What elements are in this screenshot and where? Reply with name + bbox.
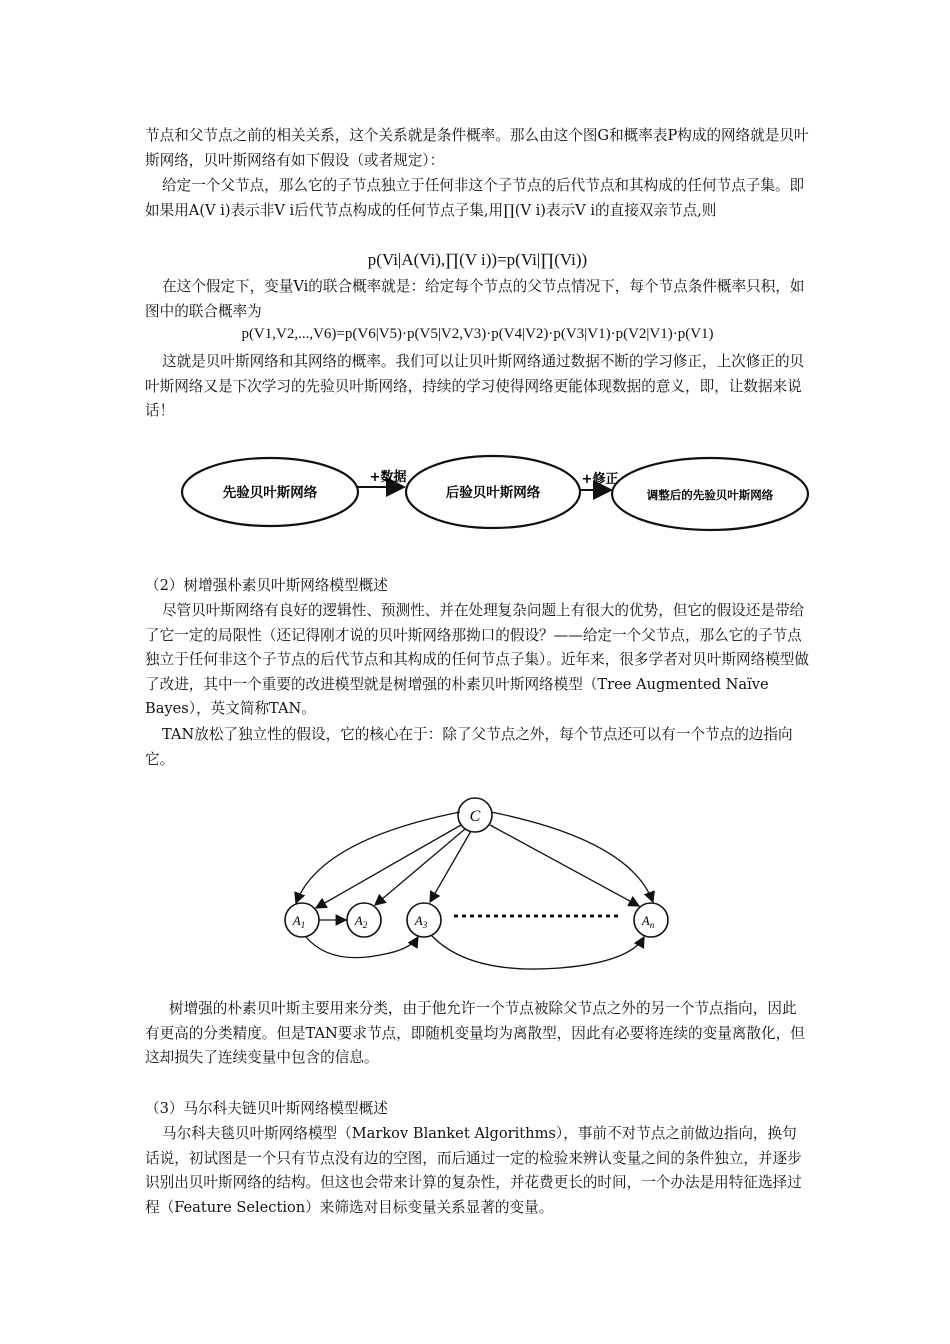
svg-text:An xyxy=(641,913,655,930)
edge-label-add-data: +数据 xyxy=(369,470,407,485)
section-2-paragraph-2: TAN放松了独立性的假设，它的核心在于：除了父节点之外，每个节点还可以有一个节点的边指向它。 xyxy=(145,726,793,768)
section-2-paragraph-3: 树增强的朴素贝叶斯主要用来分类，由于他允许一个节点被除父节点之外的另一个节点指向，因此有更高的分类精度。但是TAN要求节点，即随机变量均为离散型，因此有必要将连续的变量离散化，但这却损失了连续变量中包含的信息。 xyxy=(145,1000,805,1067)
section-2-heading: （2）树增强朴素贝叶斯网络模型概述 xyxy=(145,577,388,594)
a1-label: A xyxy=(292,913,301,928)
edge-label-add-correction: +修正 xyxy=(581,472,619,487)
edge-c-a1 xyxy=(316,825,461,908)
intro-paragraph-1: 节点和父节点之前的相关关系，这个关系就是条件概率。那么由这个图G和概率表P构成的网络就是贝叶斯网络，贝叶斯网络有如下假设（或者规定）： xyxy=(145,127,809,169)
edge-c-an xyxy=(490,825,639,906)
conditional-independence-equation: p(Vi|A(Vi),∏(V i))=p(Vi|∏(Vi)) xyxy=(367,250,588,269)
svg-text:A2 xyxy=(354,913,368,930)
intro-paragraph-3: 在这个假定下，变量Vi的联合概率就是：给定每个节点的父节点情况下，每个节点条件概率只积，如图中的联合概率为 xyxy=(145,278,805,320)
curved-edge-c-a1 xyxy=(296,812,460,903)
a3-label: A xyxy=(414,913,423,928)
section-3-paragraph-1: 马尔科夫毯贝叶斯网络模型（Markov Blanket Algorithms），事前不对节点之前做边指向，换句话说，初试图是一个只有节点没有边的空图，而后通过一定的检验来辨认变量之间的条件独立，并逐步识别出贝叶斯网络的结构。但这也会带来计算的复杂性，并花费更长的时间，一个办法是用特征选择过程（Feature Selection）来筛选对目标变量关系显著的变量。 xyxy=(145,1125,802,1216)
prior-network-label: 先验贝叶斯网络 xyxy=(222,485,318,501)
curved-edge-c-an xyxy=(491,812,653,902)
curved-edge-a3-an xyxy=(432,936,644,969)
intro-paragraph-2: 给定一个父节点，那么它的子节点独立于任何非这个子节点的后代节点和其构成的任何节点子集。即如果用A(V i)表示非V i后代节点构成的任何节点子集,用∏(V i)表示V i的直接双亲节点,则 xyxy=(145,177,805,219)
an-label: A xyxy=(641,913,650,928)
intro-paragraph-4: 这就是贝叶斯网络和其网络的概率。我们可以让贝叶斯网络通过数据不断的学习修正，上次修正的贝叶斯网络又是下次学习的先验贝叶斯网络，持续的学习使得网络更能体现数据的意义，即，让数据来说话！ xyxy=(145,353,805,420)
svg-text:A1 xyxy=(292,913,305,930)
posterior-network-label: 后验贝叶斯网络 xyxy=(445,485,541,501)
svg-text:A3 xyxy=(414,913,428,930)
a3-subscript: 3 xyxy=(422,920,428,930)
a2-label: A xyxy=(354,913,363,928)
a1-subscript: 1 xyxy=(300,920,306,930)
curved-edge-a1-a3 xyxy=(306,937,418,958)
adjusted-prior-network-label: 调整后的先验贝叶斯网络 xyxy=(646,488,774,502)
a2-subscript: 2 xyxy=(362,920,368,930)
section-3-heading: （3）马尔科夫链贝叶斯网络模型概述 xyxy=(145,1100,388,1117)
joint-probability-equation: p(V1,V2,...,V6)=p(V6|V5)·p(V5|V2,V3)·p(V4|V2)·p(V3|V1)·p(V2|V1)·p(V1) xyxy=(241,326,714,342)
class-node-label: C xyxy=(469,808,481,825)
an-subscript: n xyxy=(649,920,655,930)
section-2-paragraph-1: 尽管贝叶斯网络有良好的逻辑性、预测性、并在处理复杂问题上有很大的优势，但它的假设还是带给了它一定的局限性（还记得刚才说的贝叶斯网络那拗口的假设？——给定一个父节点，那么它的子节点独立于任何非这个子节点的后代节点和其构成的任何节点子集）。近年来，很多学者对贝叶斯网络模型做了改进，其中一个重要的改进模型就是树增强的朴素贝叶斯网络模型（Tree Augmented Naïve Bayes），英文简称TAN。 xyxy=(145,602,810,718)
